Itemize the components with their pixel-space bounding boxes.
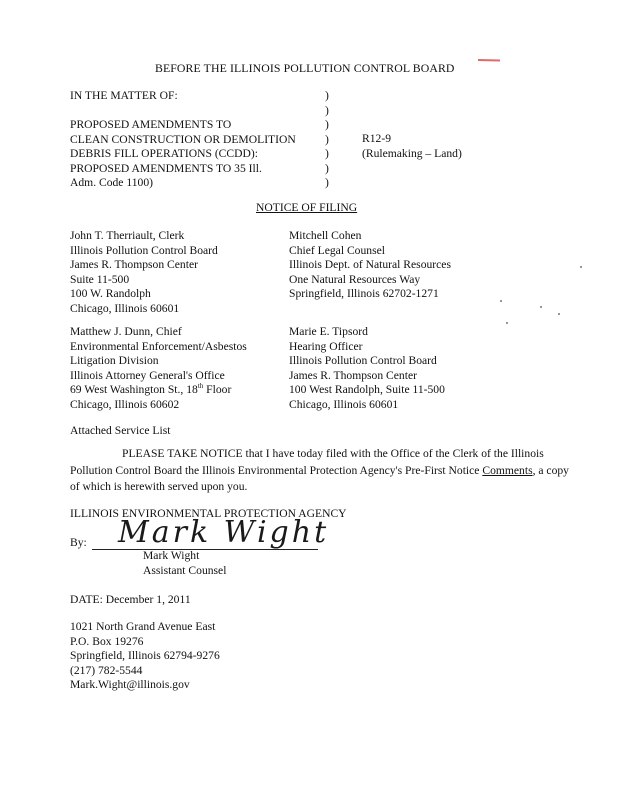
- caption-line: [70, 104, 296, 119]
- address-line: Illinois Dept. of Natural Resources: [289, 258, 451, 271]
- contact-block: [70, 620, 220, 693]
- red-mark: [478, 59, 500, 62]
- street-prefix: 69 West Washington St., 18: [70, 383, 198, 396]
- notice-paragraph: [70, 446, 570, 496]
- docket-number: R12-9: [362, 132, 391, 145]
- scan-speck: [558, 313, 560, 315]
- caption-line: IN THE MATTER OF:: [70, 89, 178, 102]
- address-street: [70, 383, 247, 398]
- address-line: James R. Thompson Center: [70, 258, 198, 271]
- notice-comments-underlined: Comments: [482, 463, 533, 477]
- scan-speck: [506, 322, 508, 324]
- paren: ): [325, 89, 329, 102]
- scan-speck: [500, 300, 502, 302]
- signer-title: Assistant Counsel: [143, 563, 227, 577]
- caption-block: [70, 89, 296, 191]
- address-line: John T. Therriault, Clerk: [70, 229, 185, 242]
- addressee-dnr: [289, 229, 451, 302]
- address-line: James R. Thompson Center: [289, 368, 417, 382]
- street-sup: th: [197, 382, 204, 391]
- docket-block: [362, 132, 462, 161]
- caption-line: Adm. Code 1100): [70, 176, 153, 189]
- paren: ): [325, 161, 329, 175]
- address-line: 100 W. Randolph: [70, 287, 151, 300]
- handwritten-signature: Mark Wight: [118, 515, 330, 550]
- by-label: By:: [70, 536, 87, 549]
- address-line: Springfield, Illinois 62702-1271: [289, 287, 439, 300]
- address-line: Illinois Pollution Control Board: [70, 243, 218, 257]
- notice-heading: NOTICE OF FILING: [256, 201, 358, 214]
- addressee-attorney-general: [70, 325, 247, 412]
- scan-speck: [580, 266, 582, 268]
- address-line: Chicago, Illinois 60601: [70, 301, 180, 315]
- paren: ): [325, 132, 329, 146]
- address-line: Mitchell Cohen: [289, 229, 362, 242]
- board-title: BEFORE THE ILLINOIS POLLUTION CONTROL BOARD: [155, 61, 455, 75]
- address-line: Chief Legal Counsel: [289, 243, 385, 257]
- contact-line: P.O. Box 19276: [70, 634, 144, 648]
- signer-name: Mark Wight: [143, 549, 200, 562]
- scan-speck: [540, 306, 542, 308]
- caption-line: CLEAN CONSTRUCTION OR DEMOLITION: [70, 132, 296, 146]
- address-line: Suite 11-500: [70, 272, 130, 286]
- address-line: Hearing Officer: [289, 339, 363, 353]
- caption-parens: [325, 89, 329, 191]
- addressee-hearing-officer: [289, 325, 445, 412]
- caption-line: DEBRIS FILL OPERATIONS (CCDD):: [70, 147, 258, 160]
- contact-email: Mark.Wight@illinois.gov: [70, 678, 190, 691]
- agency-name: ILLINOIS ENVIRONMENTAL PROTECTION AGENCY: [70, 507, 347, 520]
- caption-line: PROPOSED AMENDMENTS TO: [70, 118, 232, 131]
- address-line: Illinois Attorney General's Office: [70, 368, 225, 382]
- street-suffix: Floor: [203, 383, 232, 396]
- address-line: Litigation Division: [70, 354, 159, 367]
- paren: ): [325, 103, 329, 117]
- paren: ): [325, 118, 329, 131]
- date-line: DATE: December 1, 2011: [70, 593, 191, 606]
- address-line: Environmental Enforcement/Asbestos: [70, 339, 247, 353]
- address-line: Matthew J. Dunn, Chief: [70, 325, 182, 338]
- caption-line: PROPOSED AMENDMENTS TO 35 Ill.: [70, 161, 262, 175]
- address-line: 100 West Randolph, Suite 11-500: [289, 383, 445, 396]
- contact-line: Springfield, Illinois 62794-9276: [70, 649, 220, 662]
- contact-line: (217) 782-5544: [70, 663, 143, 677]
- attached-service-list: Attached Service List: [70, 424, 171, 437]
- docket-type: (Rulemaking – Land): [362, 146, 462, 160]
- notice-text-before: PLEASE TAKE NOTICE that I have today filed with the Office of the Clerk of the Illinois Pollution Control Board the Illinois Environmental Protection Agency's Pre-First Notice: [70, 447, 544, 477]
- contact-line: 1021 North Grand Avenue East: [70, 620, 216, 633]
- addressee-clerk: [70, 229, 218, 316]
- address-line: Illinois Pollution Control Board: [289, 354, 437, 367]
- notice-text-after: , a copy of which is herewith served upon you.: [70, 463, 569, 493]
- address-line: Chicago, Illinois 60602: [70, 397, 180, 411]
- signer-block: [143, 549, 226, 578]
- paren: ): [325, 176, 329, 189]
- address-line: Marie E. Tipsord: [289, 325, 368, 338]
- address-line: One Natural Resources Way: [289, 272, 421, 286]
- paren: ): [325, 147, 329, 160]
- address-line: Chicago, Illinois 60601: [289, 397, 399, 411]
